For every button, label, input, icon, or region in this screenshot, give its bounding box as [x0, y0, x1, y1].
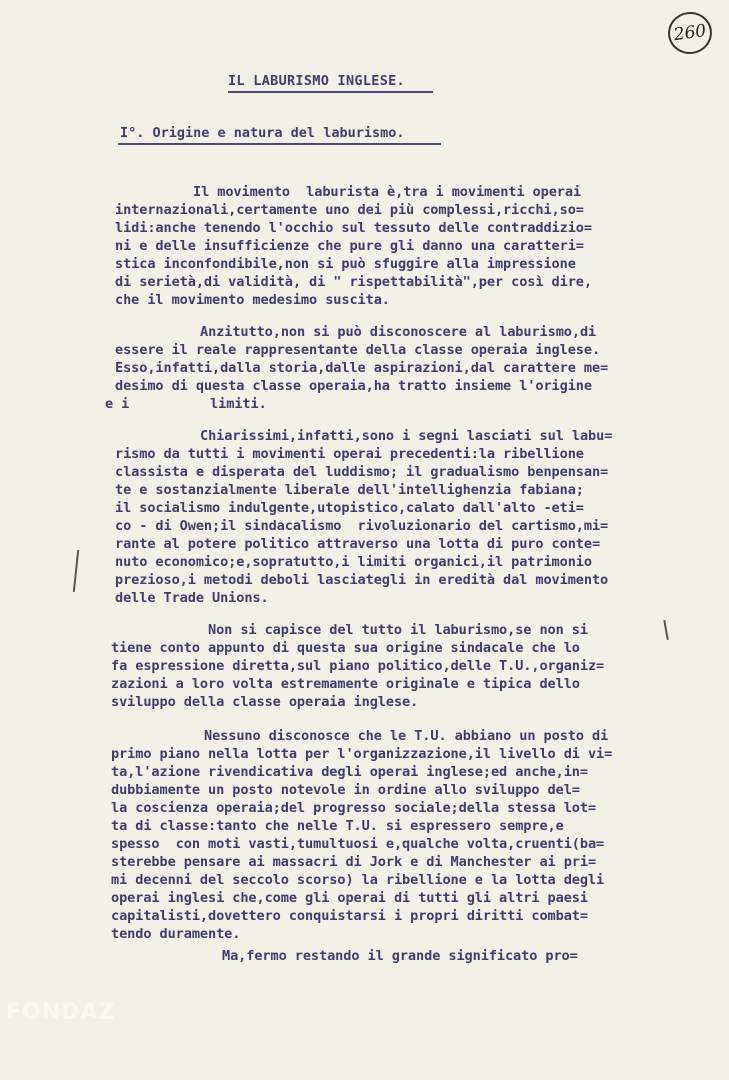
text-line: Non si capisce del tutto il laburismo,se non si	[208, 622, 588, 638]
text-line: zazioni a loro volta estremamente originale e tipica dello	[111, 676, 580, 692]
margin-mark	[663, 620, 668, 640]
text-line: di serietà,di validità, di " rispettabilità",per così dire,	[115, 274, 592, 290]
text-line: capitalisti,dovettero conquistarsi i propri diritti combat=	[111, 908, 588, 924]
text-line: stica inconfondibile,non si può sfuggire alla impressione	[115, 256, 576, 272]
document-title: IL LABURISMO INGLESE.	[228, 73, 405, 89]
text-line: Il movimento laburista è,tra i movimenti operai	[193, 184, 582, 200]
text-line: Chiarissimi,infatti,sono i segni lasciati sul labu=	[200, 428, 613, 444]
margin-mark	[73, 550, 79, 592]
text-line: te e sostanzialmente liberale dell'intellighenzia fabiana;	[115, 482, 584, 498]
text-line: il socialismo indulgente,utopistico,calato dall'alto -eti=	[115, 500, 584, 516]
text-line: tiene conto appunto di questa sua origine sindacale che lo	[111, 640, 580, 656]
text-line: la coscienza operaia;del progresso sociale;della stessa lot=	[111, 800, 597, 816]
text-line: classista e disperata del luddismo; il gradualismo benpensan=	[115, 464, 609, 480]
text-line: ni e delle insufficienze che pure gli danno una caratteri=	[115, 238, 584, 254]
text-line: operai inglesi che,come gli operai di tutti gli altri paesi	[111, 890, 588, 906]
title-underline	[228, 91, 433, 93]
text-line: prezioso,i metodi deboli lasciategli in eredità dal movimento	[115, 572, 609, 588]
text-line: lidi:anche tenendo l'occhio sul tessuto delle contraddizio=	[115, 220, 592, 236]
text-line: internazionali,certamente uno dei più complessi,ricchi,so=	[115, 202, 584, 218]
text-line: ta,l'azione rivendicativa degli operai inglese;ed anche,in=	[111, 764, 588, 780]
text-line: Esso,infatti,dalla storia,dalle aspirazioni,dal carattere me=	[115, 360, 609, 376]
section-underline	[118, 143, 441, 145]
text-line: mi decenni del seccolo scorso) la ribellione e la lotta degli	[111, 872, 605, 888]
text-line: sterebbe pensare ai massacri di Jork e di Manchester ai pri=	[111, 854, 597, 870]
text-line: tendo duramente.	[111, 926, 241, 942]
page-number-stamp: 260	[665, 9, 714, 57]
text-line: rismo da tutti i movimenti operai precedenti:la ribellione	[115, 446, 584, 462]
text-line: Anzitutto,non si può disconoscere al laburismo,di	[200, 324, 597, 340]
archive-watermark: FONDAZ	[6, 1000, 116, 1025]
text-line: nuto economico;e,sopratutto,i limiti organici,il patrimonio	[115, 554, 592, 570]
text-line: desimo di questa classe operaia,ha tratto insieme l'origine	[115, 378, 592, 394]
section-heading: I°. Origine e natura del laburismo.	[120, 125, 405, 141]
text-line: rante al potere politico attraverso una lotta di puro conte=	[115, 536, 601, 552]
text-line: sviluppo della classe operaia inglese.	[111, 694, 419, 710]
text-line: primo piano nella lotta per l'organizzazione,il livello di vi=	[111, 746, 613, 762]
text-line: dubbiamente un posto notevole in ordine allo sviluppo del=	[111, 782, 580, 798]
text-line: Ma,fermo restando il grande significato pro=	[222, 948, 578, 964]
text-line: delle Trade Unions.	[115, 590, 269, 606]
text-line: Nessuno disconosce che le T.U. abbiano un posto di	[204, 728, 609, 744]
text-line: spesso con moti vasti,tumultuosi e,qualche volta,cruenti(ba=	[111, 836, 605, 852]
text-line: che il movimento medesimo suscita.	[115, 292, 390, 308]
text-line: ta di classe:tanto che nelle T.U. si espressero sempre,e	[111, 818, 564, 834]
text-line: essere il reale rappresentante della classe operaia inglese.	[115, 342, 601, 358]
text-line: e i limiti.	[105, 396, 267, 412]
text-line: co - di Owen;il sindacalismo rivoluzionario del cartismo,mi=	[115, 518, 609, 534]
text-line: fa espressione diretta,sul piano politico,delle T.U.,organiz=	[111, 658, 605, 674]
